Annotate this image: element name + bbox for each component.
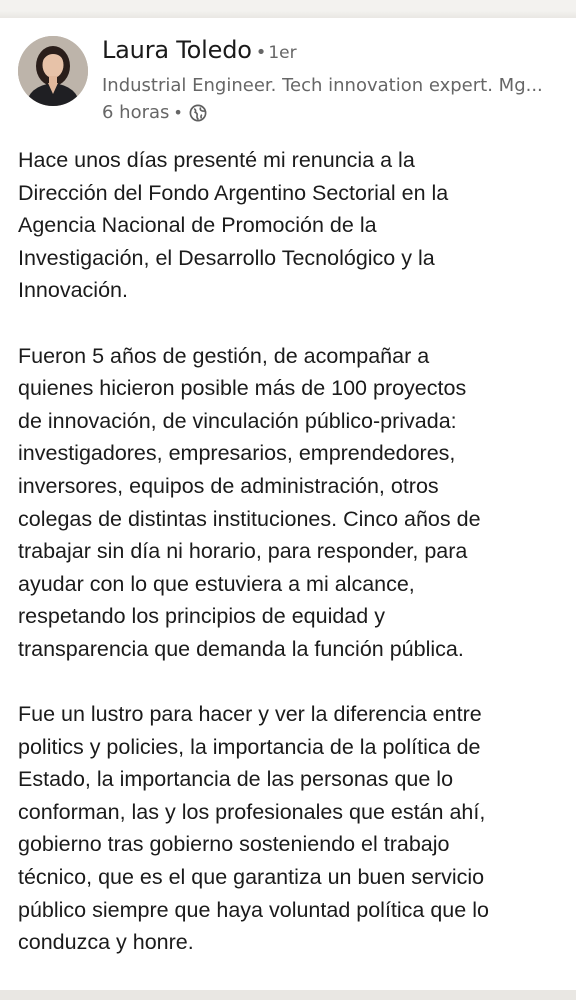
author-headline: Industrial Engineer. Tech innovation expert. Mg... xyxy=(102,75,543,96)
connection-degree: 1er xyxy=(268,43,297,63)
post-paragraph: Fueron 5 años de gestión, de acompañar a quienes hicieron posible más de 100 proyectos de innovación, de vinculación público-privada: investigadores, empresarios, emprendedores, inversores, equipos de administración, otros colegas de distintas instituciones. Cinco años de trabajar sin día ni horario, para responder, para ayudar con lo que estuviera a mi alcance, respetando los principios de equidad y transparencia que demanda la función pública. xyxy=(18,343,481,661)
author-name-row xyxy=(102,36,297,64)
avatar-photo-icon xyxy=(18,36,88,106)
author-name[interactable]: Laura Toledo xyxy=(102,36,252,64)
post-text xyxy=(18,144,566,959)
post-paragraph: Hace unos días presenté mi renuncia a la Dirección del Fondo Argentino Sectorial en la Agencia Nacional de Promoción de la Investigación, el Desarrollo Tecnológico y la Innovación. xyxy=(18,148,449,303)
feed-divider-top xyxy=(0,0,576,18)
post-header xyxy=(18,34,558,130)
globe-icon xyxy=(189,104,207,122)
post-meta xyxy=(102,102,207,123)
separator-dot: • xyxy=(255,42,267,63)
feed-divider-bottom xyxy=(0,990,576,1000)
post-paragraph: Fue un lustro para hacer y ver la diferencia entre politics y policies, la importancia de la política de Estado, la importancia de las personas que lo conforman, las y los profesionales que están ahí, gobierno tras gobierno sosteniendo el trabajo técnico, que es el que garantiza un buen servicio público siempre que haya voluntad política que lo conduzca y honre. xyxy=(18,702,489,955)
separator-dot: • xyxy=(173,103,183,122)
author-avatar[interactable] xyxy=(18,36,88,106)
post-timestamp: 6 horas xyxy=(102,102,170,123)
